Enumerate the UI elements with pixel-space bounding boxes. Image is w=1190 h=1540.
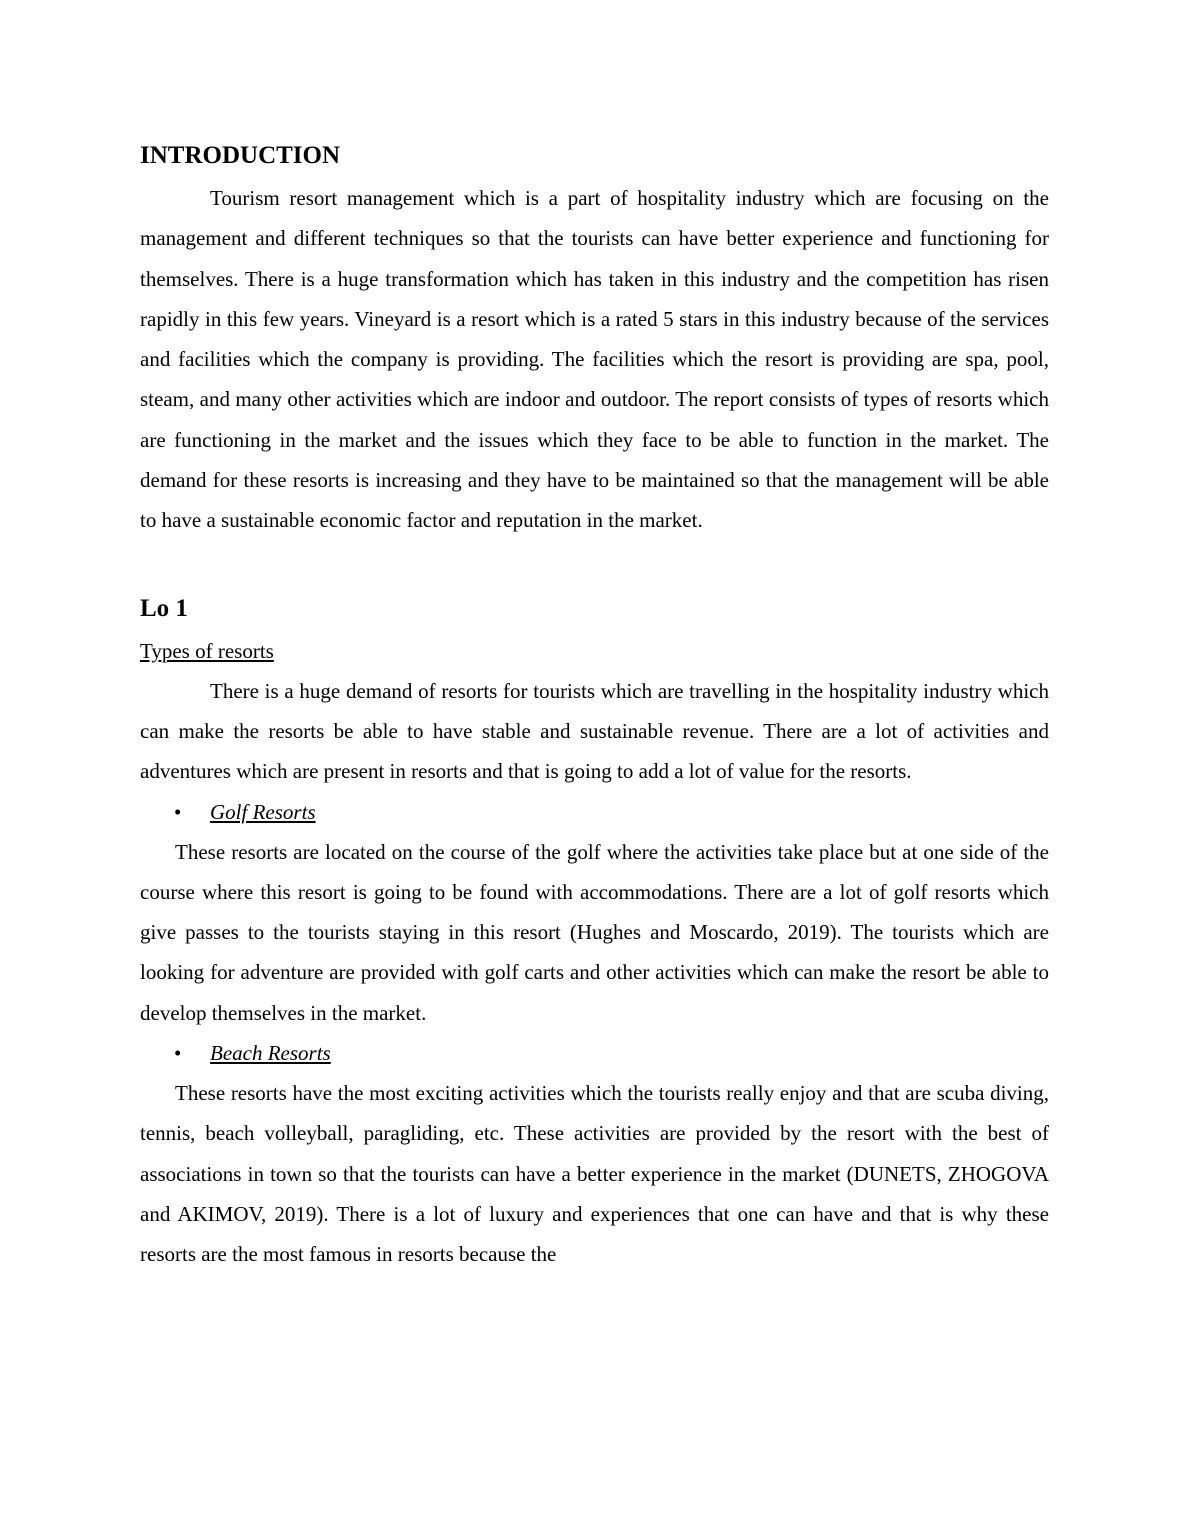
beach-resorts-title: Beach Resorts — [210, 1041, 331, 1066]
lo1-heading: Lo 1 — [140, 594, 188, 622]
golf-resorts-paragraph: These resorts are located on the course of the golf where the activities take place but at one side of the course where this resort is going to be found with accommodations. There are a lot of golf resorts which give passes to the tourists staying in this resort (Hughes and Moscardo, 2019). The tourists which are looking for adventure are provided with golf carts and other activities which can make the resort be able to develop themselves in the market. — [140, 839, 1049, 1025]
bullet-icon: • — [174, 799, 182, 824]
beach-resorts-paragraph: These resorts have the most exciting activities which the tourists really enjoy and that are scuba diving, tennis, beach volleyball, paragliding, etc. These activities are provided by the resort with the best of associations in town so that the tourists can have a better experience in the market (DUNETS, ZHOGOVA and AKIMOV, 2019). There is a lot of luxury and experiences that one can have and that is why these resorts are the most famous in resorts because the — [140, 1081, 1049, 1267]
golf-resorts-list-item — [140, 792, 1049, 832]
bullet-icon: • — [174, 1041, 182, 1066]
beach-resorts-list-item — [140, 1033, 1049, 1073]
golf-resorts-title: Golf Resorts — [210, 799, 316, 824]
introduction-paragraph: Tourism resort management which is a part of hospitality industry which are focusing on the management and different techniques so that the tourists can have better experience and functioning for themselves. There is a huge transformation which has taken in this industry and the competition has risen rapidly in this few years. Vineyard is a resort which is a rated 5 stars in this industry because of the services and facilities which the company is providing. The facilities which the resort is providing are spa, pool, steam, and many other activities which are indoor and outdoor. The report consists of types of resorts which are functioning in the market and the issues which they face to be able to function in the market. The demand for these resorts is increasing and they have to be maintained so that the management will be able to have a sustainable economic factor and reputation in the market. — [140, 186, 1049, 533]
types-of-resorts-subheading: Types of resorts — [140, 638, 274, 663]
introduction-heading: INTRODUCTION — [140, 142, 341, 169]
types-of-resorts-paragraph: There is a huge demand of resorts for tourists which are travelling in the hospitality industry which can make the resorts be able to have stable and sustainable revenue. There are a lot of activities and adventures which are present in resorts and that is going to add a lot of value for the resorts. — [140, 678, 1049, 784]
document-page — [140, 138, 1049, 1275]
